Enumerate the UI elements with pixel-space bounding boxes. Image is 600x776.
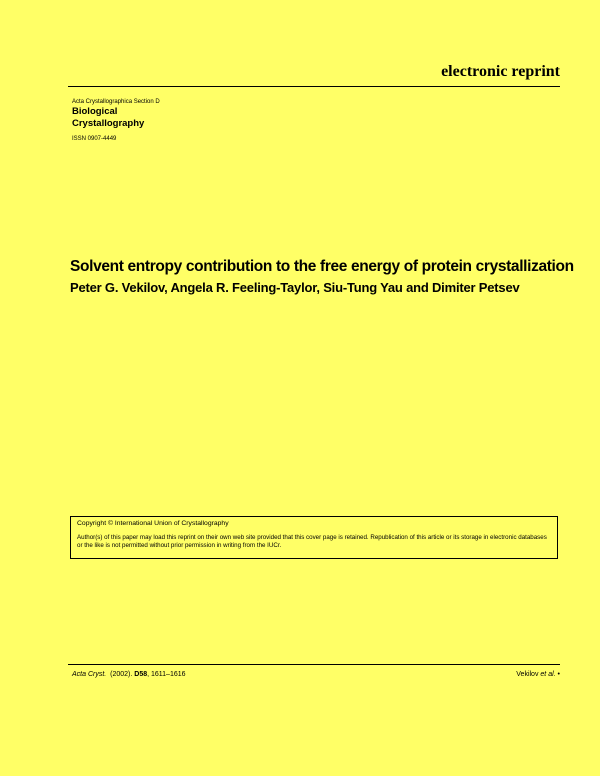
reprint-notice: Author(s) of this paper may load this reprint on their own web site provided that this cover page is retained. Republication of this article or its storage in electronic databases or the like is not permitted without prior permission in writing from the IUCr. — [77, 534, 547, 549]
footer-bullet: • — [557, 671, 560, 678]
author-ref: Vekilov — [516, 671, 539, 678]
citation-year: (2002). — [110, 671, 133, 678]
issn: ISSN 0907-4449 — [72, 136, 117, 142]
article-authors: Peter G. Vekilov, Angela R. Feeling-Taylor, Siu-Tung Yau and Dimiter Petsev — [70, 280, 520, 295]
article-title: Solvent entropy contribution to the free energy of protein crystallization — [70, 258, 574, 275]
journal-series: Acta Crystallographica Section D — [72, 99, 160, 105]
electronic-reprint-label: electronic reprint — [441, 63, 560, 80]
copyright-box — [70, 516, 558, 559]
journal-info — [72, 98, 272, 143]
journal-abbrev: Acta Cryst. — [72, 671, 107, 678]
running-author — [516, 670, 560, 680]
citation-pages: , 1611–1616 — [147, 671, 186, 678]
citation-volume: D58 — [134, 671, 148, 678]
copyright-line: Copyright © International Union of Crystallography — [77, 520, 229, 527]
header-rule — [68, 86, 560, 87]
journal-title-line2: Crystallography — [72, 118, 145, 129]
citation — [72, 670, 186, 680]
journal-title-line1: Biological — [72, 106, 118, 117]
footer-rule — [68, 664, 560, 665]
et-al: et al. — [540, 671, 556, 678]
